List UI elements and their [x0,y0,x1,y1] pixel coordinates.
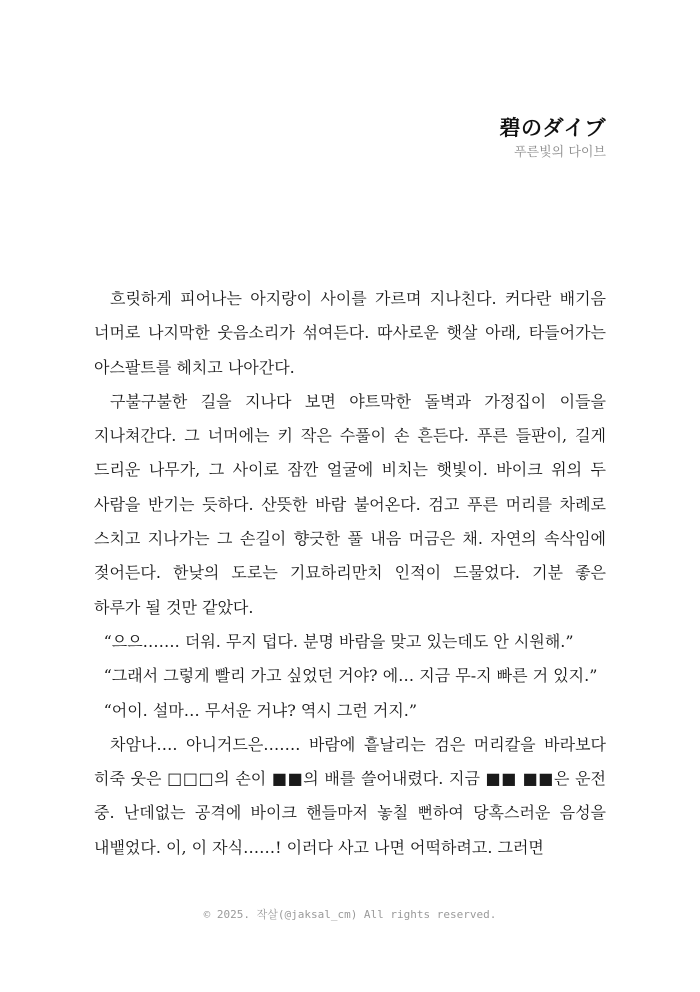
body-text [94,282,606,865]
paragraph-3: 차암나…. 아니거드은……. 바람에 흩날리는 검은 머리칼을 바라보다 히죽 웃은 □□□의 손이 ■■의 배를 쓸어내렸다. 지금 ■■ ■■은 운전 중. 난데없는 공격에 바이크 핸들마저 놓칠 뻔하여 당혹스러운 음성을 내뱉었다. 이, 이 자식……! 이러다 사고 나면 어떡하려고. 그러면 [94,734,606,857]
copyright-footer: © 2025. 작살(@jaksal_cm) All rights reserved. [203,908,497,921]
page-title: 碧のダイブ [499,116,606,140]
title-block [500,114,606,162]
dialogue-3: “어이. 설마… 무서운 거냐? 역시 그런 거지.” [103,700,418,720]
dialogue-2: “그래서 그렇게 빨리 가고 싶었던 거야? 에… 지금 무-지 빠른 거 있지.” [103,666,598,686]
paragraph-2: 구불구불한 길을 지나다 보면 야트막한 돌벽과 가정집이 이들을 지나쳐간다. 그 너머에는 키 작은 수풀이 손 흔든다. 푸른 들판이, 길게 드리운 나무가, 그 사이로 잠깐 얼굴에 비치는 햇빛이. 바이크 위의 두 사람을 반기는 듯하다. 산뜻한 바람 불어온다. 검고 푸른 머리를 차례로 스치고 지나가는 그 손길이 향긋한 풀 내음 머금은 채. 자연의 속삭임에 젖어든다. 한낮의 도로는 기묘하리만치 인적이 드물었다. 기분 좋은 하루가 될 것만 같았다. [94,391,606,617]
page-subtitle: 푸른빛의 다이브 [513,145,606,160]
dialogue-1: “으으……. 더워. 무지 덥다. 분명 바람을 맞고 있는데도 안 시원해.” [103,631,574,651]
paragraph-1: 흐릿하게 피어나는 아지랑이 사이를 가르며 지나친다. 커다란 배기음 너머로 나지막한 웃음소리가 섞여든다. 따사로운 햇살 아래, 타들어가는 아스팔트를 헤치고 나아간다. [94,289,606,377]
